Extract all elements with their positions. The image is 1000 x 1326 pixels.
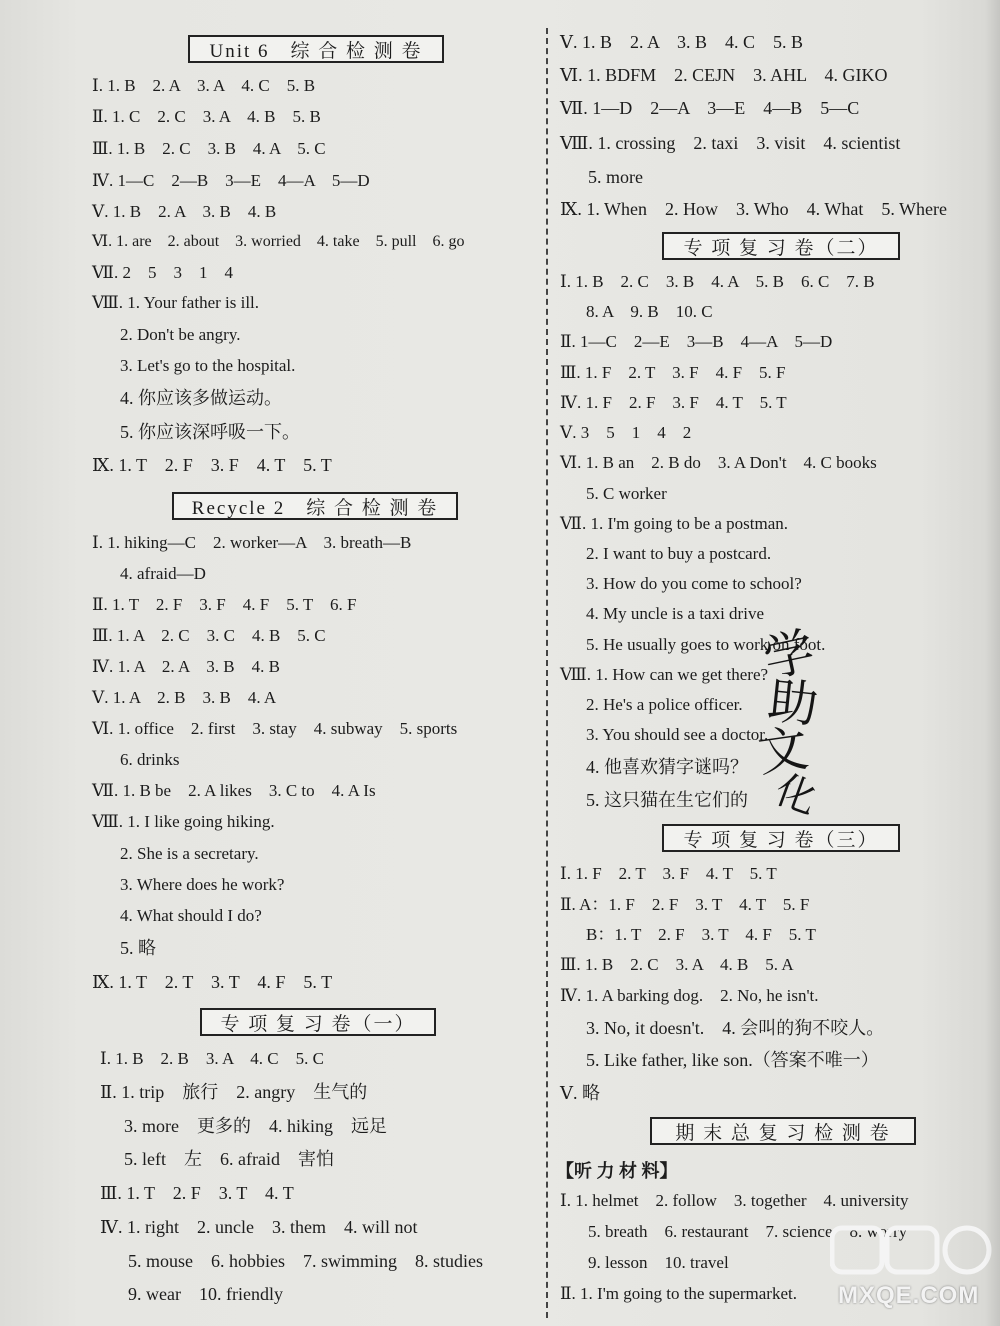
answer-line: Ⅵ. 1. B an 2. B do 3. A Don't 4. C books (560, 453, 877, 472)
answer-line: 3. Let's go to the hospital. (120, 356, 296, 375)
answer-line: 5. more (588, 167, 643, 187)
answer-line: Ⅳ. 1. F 2. F 3. F 4. T 5. T (560, 393, 787, 412)
recycle2-header (172, 492, 458, 520)
watermark-url: MXQE.COM (838, 1282, 980, 1309)
answer-line: Ⅲ. 1. B 2. C 3. B 4. A 5. C (92, 139, 326, 158)
answer-line: Ⅳ. 1—C 2—B 3—E 4—A 5—D (92, 171, 370, 190)
answer-line: 5. mouse 6. hobbies 7. swimming 8. studies (128, 1251, 483, 1271)
answer-line: Ⅵ. 1. BDFM 2. CEJN 3. AHL 4. GIKO (560, 65, 888, 85)
final-title: 期 末 总 复 习 检 测 卷 (675, 1122, 891, 1144)
answer-line: Ⅰ. 1. helmet 2. follow 3. together 4. university (560, 1191, 909, 1210)
answer-line: Ⅸ. 1. T 2. T 3. T 4. F 5. T (92, 972, 333, 992)
answer-line: Ⅲ. 1. B 2. C 3. A 4. B 5. A (560, 955, 794, 974)
answer-line: 3. more 更多的 4. hiking 远足 (124, 1116, 387, 1136)
answer-line: Ⅴ. 1. A 2. B 3. B 4. A (92, 688, 277, 707)
answer-line: Ⅱ. 1. T 2. F 3. F 4. F 5. T 6. F (92, 595, 357, 614)
answer-line: 4. afraid—D (120, 564, 206, 583)
answer-line: Ⅱ. A：1. F 2. F 3. T 4. T 5. F (560, 895, 810, 914)
watermark-logo-icon (830, 1222, 995, 1278)
answer-line: 9. wear 10. friendly (128, 1284, 283, 1304)
answer-line: 2. She is a secretary. (120, 844, 259, 863)
review1-header (200, 1008, 436, 1036)
answer-line: Ⅷ. 1. I like going hiking. (92, 812, 275, 831)
answer-line: Ⅴ. 1. B 2. A 3. B 4. C 5. B (560, 32, 804, 52)
answer-line: Ⅳ. 1. right 2. uncle 3. them 4. will not (100, 1217, 418, 1237)
answer-line: Ⅲ. 1. A 2. C 3. C 4. B 5. C (92, 626, 326, 645)
answer-line: Ⅶ. 1. I'm going to be a postman. (560, 514, 789, 533)
answer-line: Ⅸ. 1. When 2. How 3. Who 4. What 5. Where (560, 199, 947, 219)
answer-line: Ⅶ. 2 5 3 1 4 (92, 263, 233, 282)
answer-line: Ⅴ. 略 (560, 1083, 600, 1103)
answer-line: 8. A 9. B 10. C (586, 302, 713, 321)
site-watermark (830, 1222, 995, 1322)
answer-line: 5. 略 (120, 938, 156, 958)
handwritten-stamp (754, 621, 840, 824)
recycle2-title: Recycle 2 综 合 检 测 卷 (191, 497, 439, 519)
answer-line: 3. Where does he work? (120, 875, 285, 894)
answer-line: Ⅵ. 1. office 2. first 3. stay 4. subway 5. sports (92, 719, 458, 738)
answer-line: Ⅱ. 1. I'm going to the supermarket. (560, 1284, 797, 1303)
answer-line: 5. Like father, like son.（答案不唯一） (586, 1050, 879, 1070)
answer-line: Ⅰ. 1. B 2. B 3. A 4. C 5. C (100, 1049, 324, 1068)
answer-line: 4. 你应该多做运动。 (120, 388, 282, 408)
unit6-title: Unit 6 综 合 检 测 卷 (209, 40, 423, 62)
answer-line: B：1. T 2. F 3. T 4. F 5. T (586, 925, 816, 944)
review3-title: 专 项 复 习 卷（三） (683, 829, 879, 851)
answer-line: Ⅷ. 1. Your father is ill. (92, 293, 260, 312)
answer-line: 2. He's a police officer. (586, 695, 743, 714)
listening-material-label: 【听 力 材 料】 (556, 1161, 678, 1181)
answer-line: Ⅲ. 1. F 2. T 3. F 4. F 5. F (560, 363, 786, 382)
answer-line: Ⅶ. 1. B be 2. A likes 3. C to 4. A Is (92, 781, 376, 800)
stamp-char: 助 (765, 671, 821, 735)
answer-line: 4. My uncle is a taxi drive (586, 604, 764, 623)
answer-line: 2. I want to buy a postcard. (586, 544, 772, 563)
answer-line: Ⅴ. 1. B 2. A 3. B 4. B (92, 202, 277, 221)
answer-line: Ⅵ. 1. are 2. about 3. worried 4. take 5. pull 6. go (92, 233, 465, 250)
answer-line: Ⅷ. 1. How can we get there? (560, 665, 769, 684)
review1-title: 专 项 复 习 卷（一） (220, 1013, 416, 1035)
answer-line: 3. No, it doesn't. 4. 会叫的狗不咬人。 (586, 1018, 885, 1038)
page-edge-shadow (985, 0, 1000, 1326)
answer-line: Ⅰ. 1. F 2. T 3. F 4. T 5. T (560, 864, 777, 883)
answer-line: 6. drinks (120, 750, 180, 769)
review2-header (662, 232, 900, 260)
column-divider (546, 28, 548, 1318)
answer-line: 5. 这只猫在生它们的 (586, 790, 748, 810)
answer-line: 9. lesson 10. travel (588, 1253, 729, 1272)
answer-line: Ⅴ. 3 5 1 4 2 (560, 423, 692, 442)
answer-line: 5. left 左 6. afraid 害怕 (124, 1149, 334, 1169)
answer-line: 4. 他喜欢猜字谜吗？ (586, 757, 748, 777)
unit6-header (188, 35, 444, 63)
answer-line: 5. breath 6. restaurant 7. science 8. worry (588, 1222, 908, 1241)
answer-line: Ⅲ. 1. T 2. F 3. T 4. T (100, 1183, 294, 1203)
answer-line: Ⅸ. 1. T 2. F 3. F 4. T 5. T (92, 455, 332, 475)
stamp-char: 学 (758, 621, 820, 689)
answer-line: Ⅱ. 1. C 2. C 3. A 4. B 5. B (92, 107, 321, 126)
answer-line: 5. He usually goes to work on foot. (586, 635, 826, 654)
answer-line: 2. Don't be angry. (120, 325, 241, 344)
answer-line: Ⅷ. 1. crossing 2. taxi 3. visit 4. scientist (560, 133, 901, 153)
answer-line: 3. You should see a doctor. (586, 725, 769, 744)
answer-line: 5. C worker (586, 484, 667, 503)
answer-line: Ⅰ. 1. B 2. A 3. A 4. C 5. B (92, 76, 316, 95)
answer-line: Ⅶ. 1—D 2—A 3—E 4—B 5—C (560, 98, 860, 118)
answer-line: 4. What should I do? (120, 906, 262, 925)
answer-line: Ⅱ. 1—C 2—E 3—B 4—A 5—D (560, 332, 833, 351)
answer-line: 5. 你应该深呼吸一下。 (120, 422, 300, 442)
stamp-char: 化 (769, 766, 823, 824)
answer-line: Ⅰ. 1. B 2. C 3. B 4. A 5. B 6. C 7. B (560, 272, 875, 291)
review3-header (662, 824, 900, 852)
answer-line: Ⅳ. 1. A 2. A 3. B 4. B (92, 657, 280, 676)
answer-line: Ⅳ. 1. A barking dog. 2. No, he isn't. (560, 986, 819, 1005)
answer-line: 3. How do you come to school? (586, 574, 802, 593)
answer-line: Ⅰ. 1. hiking—C 2. worker—A 3. breath—B (92, 533, 412, 552)
stamp-char: 文 (754, 718, 812, 784)
review2-title: 专 项 复 习 卷（二） (683, 237, 879, 259)
final-header (650, 1117, 916, 1145)
answer-line: Ⅱ. 1. trip 旅行 2. angry 生气的 (100, 1082, 368, 1102)
